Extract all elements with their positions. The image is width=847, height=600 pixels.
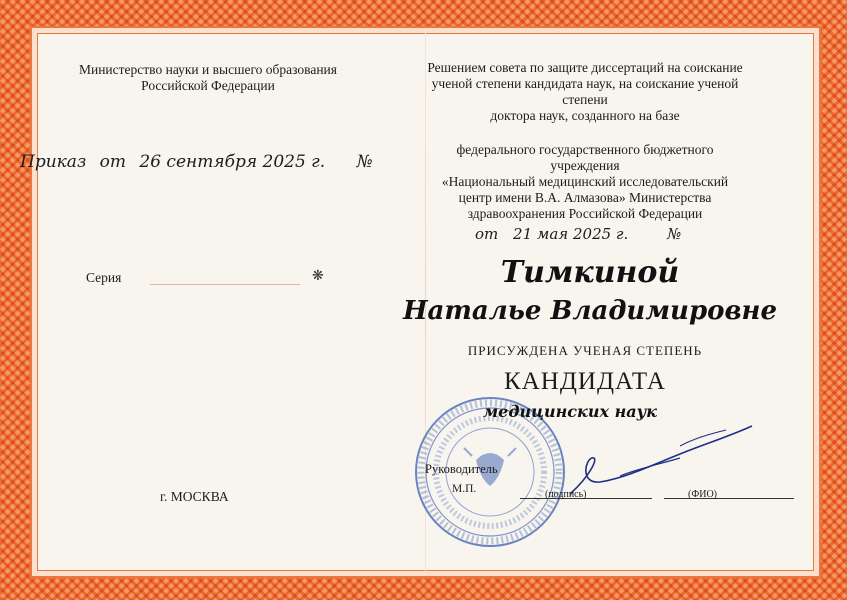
order-number-label: №	[356, 152, 373, 172]
institution-line-4: центр имени В.А. Алмазова» Министерства	[458, 190, 712, 205]
ministry-line-1: Министерство науки и высшего образования	[78, 62, 337, 77]
decision-block	[410, 60, 760, 222]
order-from: от	[99, 152, 126, 172]
order-line	[20, 152, 381, 172]
signature-caption: (подпись)	[545, 489, 587, 500]
decision-line-2: ученой степени кандидата наук, на соискание ученой степени	[431, 76, 739, 107]
decision-line-1: Решением совета по защите диссертаций на соискание	[427, 60, 743, 75]
series-line	[150, 284, 300, 285]
decision-line-3: доктора наук, созданного на базе	[490, 108, 680, 123]
institution-line-5: здравоохранения Российской Федерации	[467, 206, 703, 221]
series-label: Серия	[86, 270, 122, 285]
decision-from: от	[475, 225, 499, 243]
order-date: 26 сентября 2025 г.	[139, 152, 326, 172]
awarded-text: ПРИСУЖДЕНА УЧЕНАЯ СТЕПЕНЬ	[467, 343, 703, 358]
institution-line-2: учреждения	[550, 158, 620, 173]
order-label: Приказ	[20, 152, 87, 172]
recipient-given-names: Наталье Владимировне	[402, 296, 778, 326]
recipient-surname: Тимкиной	[500, 255, 680, 290]
head-label: Руководитель	[425, 462, 498, 476]
decision-number-label: №	[667, 225, 682, 243]
institution-line-1: федерального государственного бюджетного	[456, 142, 714, 157]
decision-date-line	[475, 225, 691, 243]
institution-line-3: «Национальный медицинский исследовательский	[441, 174, 729, 189]
city: г. МОСКВА	[160, 489, 229, 504]
ministry-line-2: Российской Федерации	[141, 78, 275, 93]
series-mark: ❋	[312, 268, 324, 284]
science-field: медицинских наук	[482, 402, 658, 421]
stamp-place: М.П.	[452, 483, 477, 495]
name-caption: (ФИО)	[688, 489, 718, 500]
name-line	[664, 498, 794, 499]
degree-title: КАНДИДАТА	[504, 368, 666, 395]
decision-date: 21 мая 2025 г.	[513, 225, 629, 243]
ministry-heading	[58, 62, 358, 94]
